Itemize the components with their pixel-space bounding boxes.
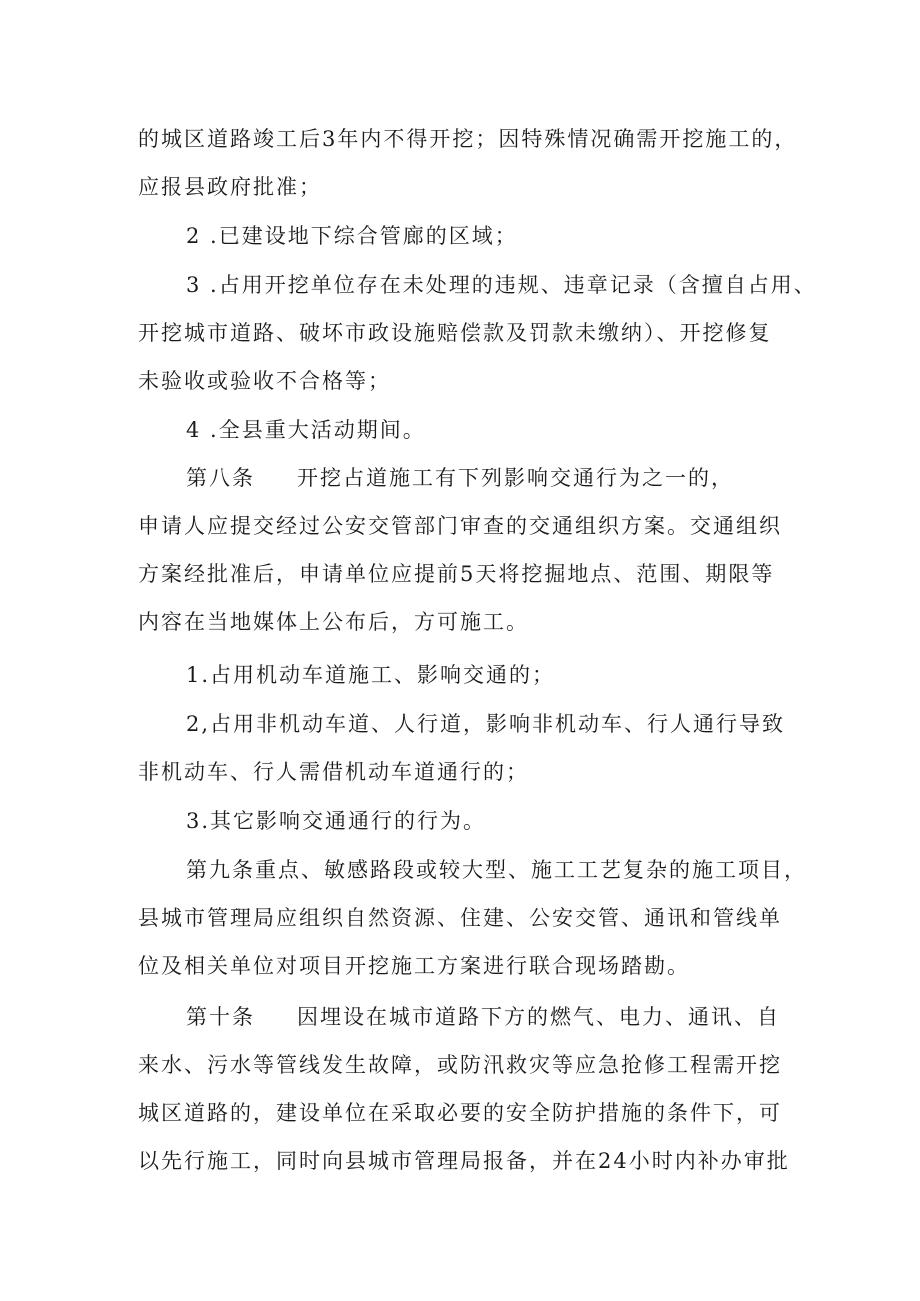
text-line: 开挖城市道路、破坏市政设施赔偿款及罚款未缴纳）、开挖修复 — [138, 321, 772, 345]
article-8-heading: 第八条 — [186, 466, 255, 490]
text-line: 未验收或验收不合格等； — [138, 369, 391, 393]
text-line: 方案经批准后，申请单位应提前5天将挖掘地点、范围、期限等 — [138, 562, 775, 586]
text-line: 2,占用非机动车道、人行道，影响非机动车、行人通行导致 — [186, 712, 786, 736]
text-segment: 因埋设在城市道路下方的燃气、电力、通讯、自 — [297, 1005, 780, 1029]
text-line: 以先行施工，同时向县城市管理局报备，并在24小时内补办审批 — [138, 1149, 790, 1173]
text-segment: 开挖占道施工有下列影响交通行为之一的， — [297, 466, 734, 490]
article-8-item-2 — [138, 700, 798, 796]
text-line: 位及相关单位对项目开挖施工方案进行联合现场踏勘。 — [138, 954, 690, 978]
text-line: 县城市管理局应组织自然资源、住建、公安交管、通讯和管线单 — [138, 906, 782, 930]
paragraph-article7-continuation — [138, 115, 798, 211]
text-line: 3.其它影响交通通行的行为。 — [186, 809, 487, 833]
text-line: 4 .全县重大活动期间。 — [186, 418, 426, 442]
list-item-3 — [138, 261, 817, 405]
text-line: 城区道路的，建设单位在采取必要的安全防护措施的条件下，可 — [138, 1101, 782, 1125]
article-8-item-1 — [138, 651, 798, 699]
text-line: 第九条重点、敏感路段或较大型、施工工艺复杂的施工项目， — [186, 858, 807, 882]
text-line: 2 .已建设地下综合管廊的区域； — [186, 224, 518, 248]
text-line: 内容在当地媒体上公布后，方可施工。 — [138, 610, 529, 634]
text-line: 应报县政府批准； — [138, 175, 322, 199]
list-item-4 — [138, 406, 798, 454]
list-item-2 — [138, 212, 798, 260]
text-line: 非机动车、行人需借机动车道通行的； — [138, 760, 529, 784]
text-line: 来水、污水等管线发生故障，或防汛救灾等应急抢修工程需开挖 — [138, 1053, 782, 1077]
article-10 — [138, 993, 798, 1185]
article-8-first-line — [138, 454, 798, 502]
text-line: 3 .占用开挖单位存在未处理的违规、违章记录（含擅自占用、 — [186, 273, 817, 297]
text-line: 的城区道路竣工后3年内不得开挖；因特殊情况确需开挖施工的， — [138, 127, 798, 151]
article-9 — [138, 846, 807, 990]
article-10-heading: 第十条 — [186, 1005, 255, 1029]
article-10-first-line — [138, 993, 798, 1041]
article-8-item-3 — [138, 797, 798, 845]
text-line: 1.占用机动车道施工、影响交通的； — [186, 663, 556, 687]
article-8 — [138, 454, 798, 646]
text-line: 申请人应提交经过公安交管部门审查的交通组织方案。交通组织 — [138, 514, 782, 538]
